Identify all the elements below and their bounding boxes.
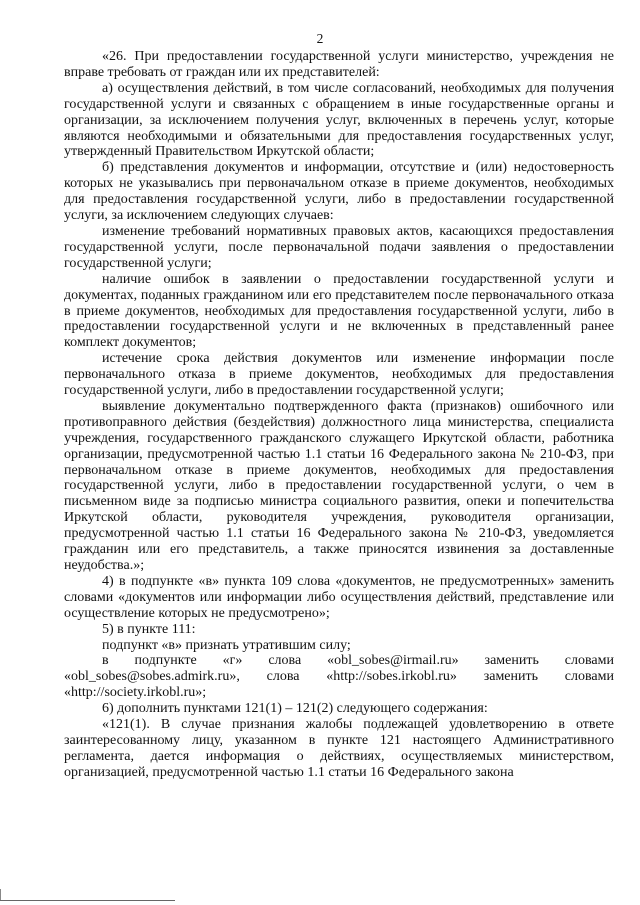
paragraph-intro: «26. При предоставлении государственной услуги министерство, учреждения не вправе требовать от граждан или их представителей: xyxy=(64,49,614,80)
page-number: 2 xyxy=(316,31,324,46)
subitem-marker: а) xyxy=(102,80,113,96)
paragraph-case-1: изменение требований нормативных правовых актов, касающихся предоставления государственной услуги, после первоначальной подачи заявления о предоставлении государственной услуги; xyxy=(64,223,614,271)
paragraph-case-3: истечение срока действия документов или изменение информации после первоначального отказа в приеме документов, необходимых для предоставления государственной услуги, либо в предоставлении государственной услуги; xyxy=(64,351,614,399)
item-marker: 5) xyxy=(102,621,114,637)
subitem-text: представления документов и информации, отсутствие и (или) недостоверность которых не указывались при первоначальном отказе в приеме документов, необходимых для предоставления государственной услуги, либо в предоставлении государственной услуги, за исключением следующих случаев: xyxy=(64,160,615,224)
item-4 xyxy=(64,574,614,622)
item-text: дополнить пунктами 121(1) – 121(2) следующего содержания: xyxy=(117,701,488,717)
document-body xyxy=(64,49,614,781)
subitem-text: осуществления действий, в том числе согласований, необходимых для получения государственной услуги и связанных с обращением в иные государственные органы и организации, за исключением получения услуг, включенных в перечень услуг, которые являются необходимыми и обязательными для предоставления государственных услуг, утвержденный Правительством Иркутской области; xyxy=(64,80,615,160)
subitem-marker: б) xyxy=(102,160,114,176)
item-6 xyxy=(64,701,614,717)
paragraph-121-1: «121(1). В случае признания жалобы подлежащей удовлетворению в ответе заинтересованному лицу, указанном в пункте 121 настоящего Административного регламента, дается информация о действиях, осуществляемых министерством, организацией, предусмотренной частью 1.1 статьи 16 Федерального закона xyxy=(64,717,614,780)
subitem-a xyxy=(64,81,614,161)
paragraph-subpoint-v: подпункт «в» признать утратившим силу; xyxy=(102,637,351,653)
paragraph-case-4: выявление документально подтвержденного факта (признаков) ошибочного или противоправного действия (бездействия) должностного лица министерства, специалиста учреждения, государственного гражданского служащего Иркутской области, работника организации, предусмотренной частью 1.1 статьи 16 Федерального закона № 210-ФЗ, при первоначальном отказе в приеме документов, необходимых для предоставления государственной услуги, либо в предоставлении государственной услуги, о чем в письменном виде за подписью министра социального развития, опеки и попечительства Иркутской области, руководителя учреждения, руководителя организации, предусмотренной частью 1.1 статьи 16 Федерального закона № 210-ФЗ, уведомляется гражданин или его представитель, а также приносятся извинения за доставленные неудобства.»; xyxy=(64,398,614,573)
item-text: в подпункте «в» пункта 109 слова «документов, не предусмотренных» заменить словами «документов или информации либо осуществления действий, представление или осуществление которых не предусмотрено»; xyxy=(64,573,614,621)
paragraph-subpoint-g: в подпункте «г» слова «obl_sobes@irmail.ru» заменить словами «obl_sobes@sobes.admirk.ru», слова «http://sobes.irkobl.ru» заменить словами «http://society.irkobl.ru»; xyxy=(64,653,614,701)
subitem-b xyxy=(64,160,614,224)
paragraph-case-2: наличие ошибок в заявлении о предоставлении государственной услуги и документах, поданных гражданином или его представителем после первоначального отказа в приеме документов, необходимых для предоставления государственной услуги, либо в предоставлении государственной услуги и не включенных в представленный ранее комплект документов; xyxy=(64,271,614,351)
item-marker: 6) xyxy=(102,701,114,717)
item-marker: 4) xyxy=(102,573,114,589)
item-5 xyxy=(64,622,614,638)
scan-bottom-line xyxy=(0,900,175,901)
item-text: в пункте 111: xyxy=(117,621,196,637)
